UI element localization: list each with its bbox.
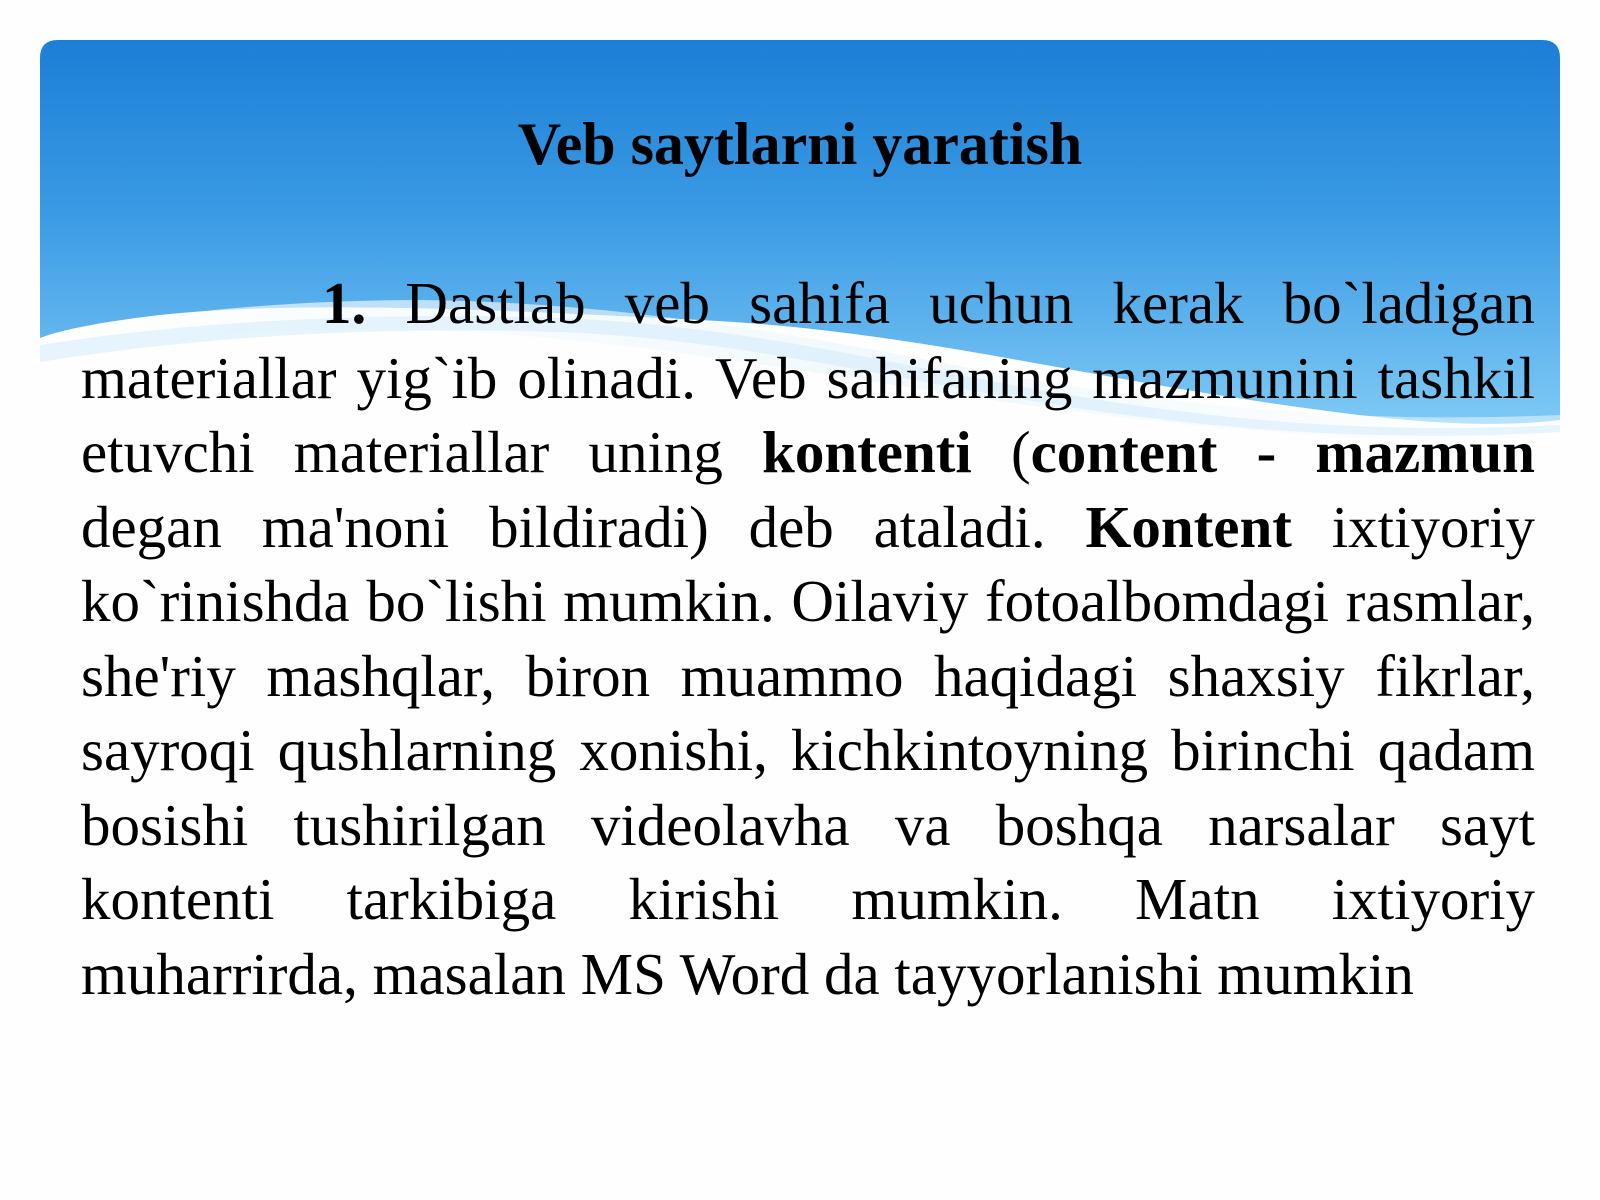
paragraph-number: 1. [322, 270, 367, 336]
body-paragraph [81, 266, 1535, 1011]
text-segment: degan ma'noni bildiradi) deb ataladi. [81, 493, 1086, 560]
text-segment: ixtiyoriy ko`rinishda bo`lishi mumkin. Oilaviy fotoalbomdagi rasmlar, she'riy mashqlar, biron muammo haqidagi shaxsiy fikrlar, sayroqi qushlarning xonishi, kichkintoyning birinchi qadam bosishi tushirilgan videolavha va boshqa narsalar sayt kontenti tarkibiga kirishi mumkin. Matn ixtiyoriy muharrirda, masalan MS Word da tayyorlanishi mumkin [81, 493, 1535, 1007]
slide-title: Veb saytlarni yaratish [517, 111, 1083, 177]
text-segment-bold: Kontent [1085, 493, 1292, 560]
text-segment: Dastlab veb sahifa uchun kerak bo`ladigan materiallar yig`ib olinadi. Veb sahifaning mazmunini tashkil etuvchi materiallar uning [81, 270, 1535, 485]
text-segment: ( [971, 419, 1031, 485]
text-segment-bold: kontenti [762, 419, 972, 485]
text-segment-bold: content - mazmun [1030, 419, 1535, 485]
